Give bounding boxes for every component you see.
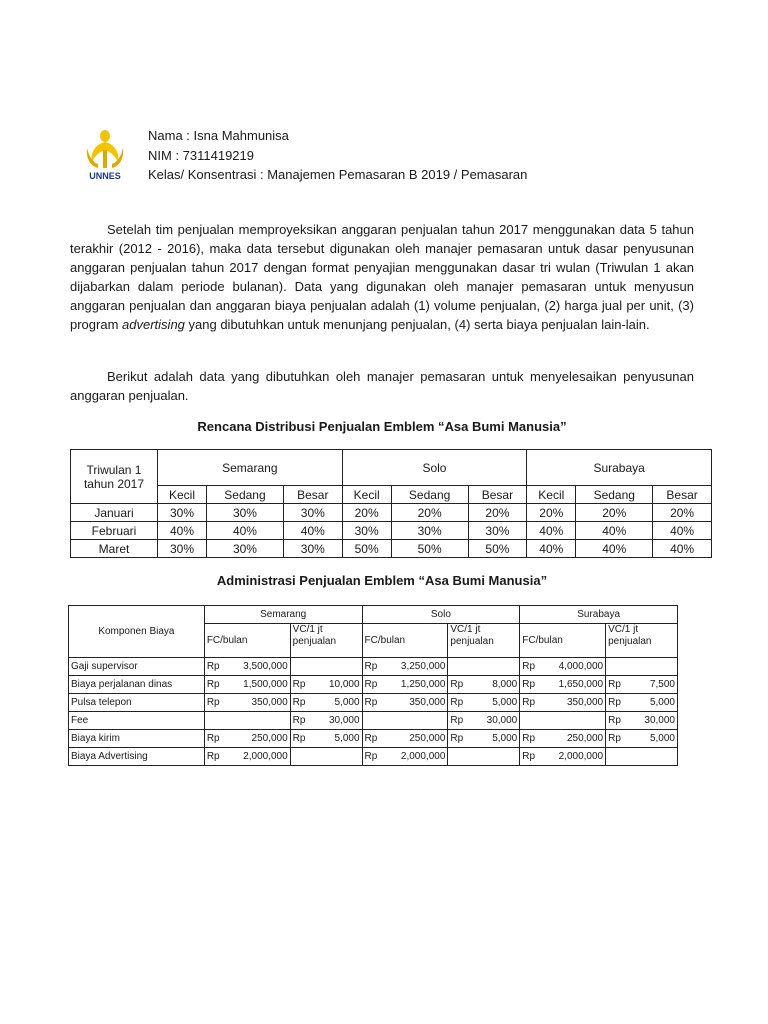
amount-value: 7,500 [649, 679, 675, 690]
amount-value: 30,000 [328, 715, 360, 726]
amount-value: 30,000 [486, 715, 518, 726]
amount-value: 30,000 [644, 715, 675, 726]
pct-cell: 30% [207, 540, 284, 558]
amount-cell [520, 748, 606, 766]
table1-title: Rencana Distribusi Penjualan Emblem “Asa Bumi Manusia” [197, 419, 567, 434]
vc-line-2: penjualan [608, 636, 652, 647]
unnes-logo-icon [82, 128, 128, 184]
amount-cell [362, 658, 448, 676]
pct-cell: 30% [283, 540, 342, 558]
vc-header [448, 624, 520, 658]
second-paragraph [70, 367, 694, 405]
currency-label: Rp [206, 661, 220, 672]
month-cell: Januari [71, 504, 158, 522]
amount-cell [204, 730, 290, 748]
intro-text-2: yang dibutuhkan untuk menunjang penjualan, (4) serta biaya penjualan lain-lain. [184, 317, 650, 332]
cost-label: Biaya Advertising [69, 748, 205, 766]
table-row [69, 712, 678, 730]
fc-header: FC/bulan [362, 624, 448, 658]
table-row [69, 676, 678, 694]
size-header: Besar [283, 486, 342, 504]
fc-header: FC/bulan [204, 624, 290, 658]
currency-label: Rp [608, 715, 621, 726]
pct-cell: 40% [158, 522, 207, 540]
currency-label: Rp [364, 751, 378, 762]
currency-label: Rp [522, 751, 536, 762]
currency-label: Rp [364, 697, 378, 708]
amount-cell [362, 712, 448, 730]
region-header: Surabaya [520, 606, 678, 624]
student-identity [148, 126, 527, 185]
amount-cell [606, 694, 678, 712]
amount-value: 1,650,000 [558, 679, 604, 690]
pct-cell: 40% [653, 522, 712, 540]
student-name: Nama : Isna Mahmunisa [148, 128, 289, 143]
component-header: Komponen Biaya [69, 606, 205, 658]
cost-label: Biaya perjalanan dinas [69, 676, 205, 694]
amount-cell [362, 676, 448, 694]
cost-label: Gaji supervisor [69, 658, 205, 676]
currency-label: Rp [364, 661, 378, 672]
amount-value: 5,000 [334, 697, 360, 708]
amount-cell [448, 712, 520, 730]
amount-cell [204, 712, 290, 730]
amount-cell [448, 658, 520, 676]
amount-value: 5,000 [649, 697, 675, 708]
document-header [82, 124, 702, 190]
page-cutoff [60, 768, 700, 1024]
table-row [69, 694, 678, 712]
amount-value: 3,500,000 [243, 661, 288, 672]
region-header: Solo [342, 450, 527, 486]
amount-value: 350,000 [251, 697, 288, 708]
table-row [69, 748, 678, 766]
pct-cell: 40% [283, 522, 342, 540]
fc-header: FC/bulan [520, 624, 606, 658]
amount-value: 5,000 [649, 733, 675, 744]
table-row [69, 658, 678, 676]
cost-label: Pulsa telepon [69, 694, 205, 712]
pct-cell: 20% [468, 504, 527, 522]
vc-line-2: penjualan [450, 636, 494, 647]
pct-cell: 50% [468, 540, 527, 558]
amount-cell [290, 730, 362, 748]
intro-italic: advertising [122, 317, 185, 332]
vc-header [290, 624, 362, 658]
amount-cell [448, 676, 520, 694]
size-header: Besar [653, 486, 712, 504]
pct-cell: 50% [342, 540, 391, 558]
amount-cell [290, 748, 362, 766]
table-row [69, 730, 678, 748]
currency-label: Rp [364, 733, 378, 744]
pct-cell: 30% [468, 522, 527, 540]
distribution-table [70, 449, 712, 558]
vc-line-1: VC/1 jt [292, 624, 323, 635]
currency-label: Rp [522, 661, 536, 672]
vc-line-1: VC/1 jt [608, 624, 639, 635]
amount-value: 5,000 [334, 733, 360, 744]
size-header: Sedang [576, 486, 653, 504]
second-paragraph-text: Berikut adalah data yang dibutuhkan oleh manajer pemasaran untuk menyelesaikan penyusunan anggaran penjualan. [70, 369, 694, 403]
amount-cell [290, 694, 362, 712]
pct-cell: 40% [653, 540, 712, 558]
pct-cell: 20% [391, 504, 468, 522]
amount-cell [290, 712, 362, 730]
corner-cell [71, 450, 158, 504]
region-header: Semarang [158, 450, 343, 486]
currency-label: Rp [608, 733, 621, 744]
pct-cell: 40% [527, 540, 576, 558]
administration-table [68, 605, 678, 766]
region-header: Solo [362, 606, 520, 624]
amount-cell [520, 676, 606, 694]
amount-cell [290, 658, 362, 676]
vc-line-2: penjualan [292, 636, 337, 647]
size-header: Kecil [158, 486, 207, 504]
currency-label: Rp [608, 679, 621, 690]
amount-value: 10,000 [328, 679, 360, 690]
amount-cell [204, 694, 290, 712]
amount-cell [448, 748, 520, 766]
amount-value: 5,000 [492, 733, 518, 744]
currency-label: Rp [522, 679, 536, 690]
amount-value: 5,000 [492, 697, 518, 708]
amount-value: 4,000,000 [558, 661, 604, 672]
pct-cell: 20% [527, 504, 576, 522]
amount-cell [204, 658, 290, 676]
currency-label: Rp [292, 715, 306, 726]
pct-cell: 20% [576, 504, 653, 522]
amount-value: 1,500,000 [243, 679, 288, 690]
size-header: Besar [468, 486, 527, 504]
currency-label: Rp [292, 697, 306, 708]
student-nim: NIM : 7311419219 [148, 147, 254, 163]
vc-header [606, 624, 678, 658]
currency-label: Rp [292, 679, 306, 690]
amount-cell [606, 748, 678, 766]
amount-value: 1,250,000 [400, 679, 446, 690]
pct-cell: 30% [342, 522, 391, 540]
amount-cell [520, 730, 606, 748]
amount-cell [606, 712, 678, 730]
amount-cell [448, 730, 520, 748]
amount-value: 2,000,000 [243, 751, 288, 762]
student-class: Kelas/ Konsentrasi : Manajemen Pemasaran B 2019 / Pemasaran [148, 167, 528, 182]
amount-cell [520, 658, 606, 676]
pct-cell: 30% [283, 504, 342, 522]
pct-cell: 30% [158, 540, 207, 558]
intro-text-1: Setelah tim penjualan memproyeksikan anggaran penjualan tahun 2017 menggunakan data 5 tahun terakhir (2012 - 2016), maka data tersebut digunakan oleh manajer pemasaran untuk dasar penyusunan anggaran penjualan tahun 2017 dengan format penyajian menggunakan dasar tri wulan (Triwulan 1 akan dijabarkan dalam periode bulanan). Data yang digunakan oleh manajer pemasaran untuk menyusun anggaran penjualan dan anggaran biaya penjualan adalah (1) volume penjualan, (2) harga jual per unit, (3) program [70, 222, 694, 332]
cost-rows [69, 658, 678, 766]
currency-label: Rp [292, 733, 306, 744]
pct-cell: 40% [207, 522, 284, 540]
amount-cell [448, 694, 520, 712]
currency-label: Rp [206, 733, 220, 744]
pct-cell: 40% [527, 522, 576, 540]
currency-label: Rp [522, 733, 536, 744]
amount-cell [204, 748, 290, 766]
logo-text: UNNES [89, 171, 121, 181]
currency-label: Rp [206, 679, 220, 690]
amount-value: 250,000 [566, 733, 604, 744]
cost-label: Fee [69, 712, 205, 730]
currency-label: Rp [450, 715, 464, 726]
size-header: Sedang [207, 486, 284, 504]
pct-cell: 20% [653, 504, 712, 522]
amount-cell [520, 694, 606, 712]
region-header: Semarang [204, 606, 362, 624]
pct-cell: 40% [576, 540, 653, 558]
currency-label: Rp [450, 697, 464, 708]
corner-line-1: Triwulan 1 [86, 462, 142, 477]
amount-cell [606, 658, 678, 676]
size-header: Sedang [391, 486, 468, 504]
size-header: Kecil [342, 486, 391, 504]
amount-value: 350,000 [566, 697, 604, 708]
amount-cell [606, 730, 678, 748]
region-header: Surabaya [527, 450, 712, 486]
amount-cell [606, 676, 678, 694]
currency-label: Rp [206, 697, 220, 708]
pct-cell: 40% [576, 522, 653, 540]
table-row [71, 522, 712, 540]
currency-label: Rp [206, 751, 220, 762]
table2-title: Administrasi Penjualan Emblem “Asa Bumi Manusia” [216, 573, 548, 588]
pct-cell: 30% [207, 504, 284, 522]
amount-cell [204, 676, 290, 694]
pct-cell: 30% [391, 522, 468, 540]
unnes-logo [82, 128, 128, 184]
currency-label: Rp [608, 697, 621, 708]
cost-label: Biaya kirim [69, 730, 205, 748]
amount-value: 250,000 [409, 733, 446, 744]
table-row [71, 504, 712, 522]
amount-value: 250,000 [251, 733, 288, 744]
amount-cell [362, 730, 448, 748]
month-cell: Februari [71, 522, 158, 540]
currency-label: Rp [450, 733, 464, 744]
amount-cell [362, 748, 448, 766]
intro-paragraph [70, 220, 694, 334]
corner-line-2: tahun 2017 [83, 476, 145, 491]
vc-line-1: VC/1 jt [450, 624, 481, 635]
amount-value: 2,000,000 [558, 751, 604, 762]
table-row [71, 540, 712, 558]
pct-cell: 20% [342, 504, 391, 522]
currency-label: Rp [522, 697, 536, 708]
currency-label: Rp [364, 679, 378, 690]
amount-value: 2,000,000 [400, 751, 446, 762]
amount-value: 3,250,000 [400, 661, 446, 672]
amount-value: 8,000 [492, 679, 518, 690]
amount-cell [290, 676, 362, 694]
pct-cell: 30% [158, 504, 207, 522]
amount-cell [520, 712, 606, 730]
amount-cell [362, 694, 448, 712]
month-cell: Maret [71, 540, 158, 558]
size-header: Kecil [527, 486, 576, 504]
currency-label: Rp [450, 679, 464, 690]
pct-cell: 50% [391, 540, 468, 558]
amount-value: 350,000 [409, 697, 446, 708]
